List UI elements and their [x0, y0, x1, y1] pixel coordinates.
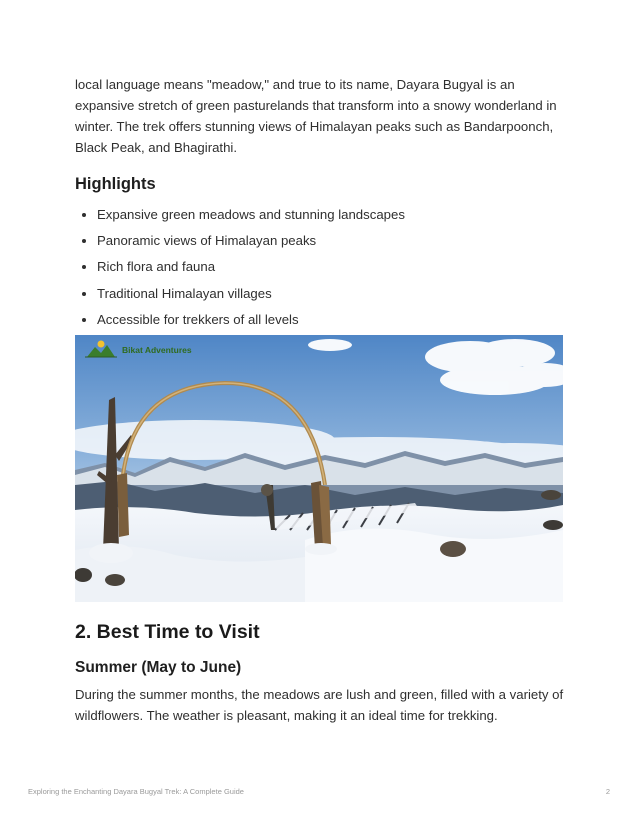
bullet-icon — [82, 292, 86, 296]
list-item — [75, 281, 565, 307]
list-item — [75, 254, 565, 280]
bullet-icon — [82, 265, 86, 269]
page-content — [75, 74, 565, 333]
highlights-list — [75, 202, 565, 333]
list-item-text: Rich flora and fauna — [97, 259, 216, 275]
bullet-icon — [82, 213, 86, 217]
list-item — [75, 307, 565, 333]
list-item-text: Accessible for trekkers of all levels — [97, 311, 299, 327]
bullet-icon — [82, 239, 86, 243]
snow-meadow-photo — [75, 335, 563, 602]
list-item-text: Traditional Himalayan villages — [97, 285, 272, 301]
page-number: 2 — [605, 787, 610, 796]
section-subheading: Summer (May to June) — [75, 659, 242, 676]
footer-title: Exploring the Enchanting Dayara Bugyal Trek: A Complete Guide — [28, 787, 244, 796]
section-heading: 2. Best Time to Visit — [75, 621, 260, 643]
highlights-heading: Highlights — [75, 175, 156, 193]
list-item — [75, 228, 565, 254]
section-paragraph: During the summer months, the meadows are lush and green, filled with a variety of wildflowers. The weather is pleasant, making it an ideal time for trekking. — [75, 687, 564, 723]
list-item-text: Expansive green meadows and stunning landscapes — [97, 207, 405, 222]
logo-text: Bikat Adventures — [122, 345, 192, 355]
list-item — [75, 202, 565, 228]
list-item-text: Panoramic views of Himalayan peaks — [97, 233, 317, 249]
intro-paragraph: local language means "meadow," and true to its name, Dayara Bugyal is an expansive stretch of green pasturelands that transform into a snowy wonderland in winter. The trek offers stunning views of Himalayan peaks such as Bandarpoonch, Black Peak, and Bhagirathi. — [75, 77, 557, 155]
bullet-icon — [82, 318, 86, 322]
